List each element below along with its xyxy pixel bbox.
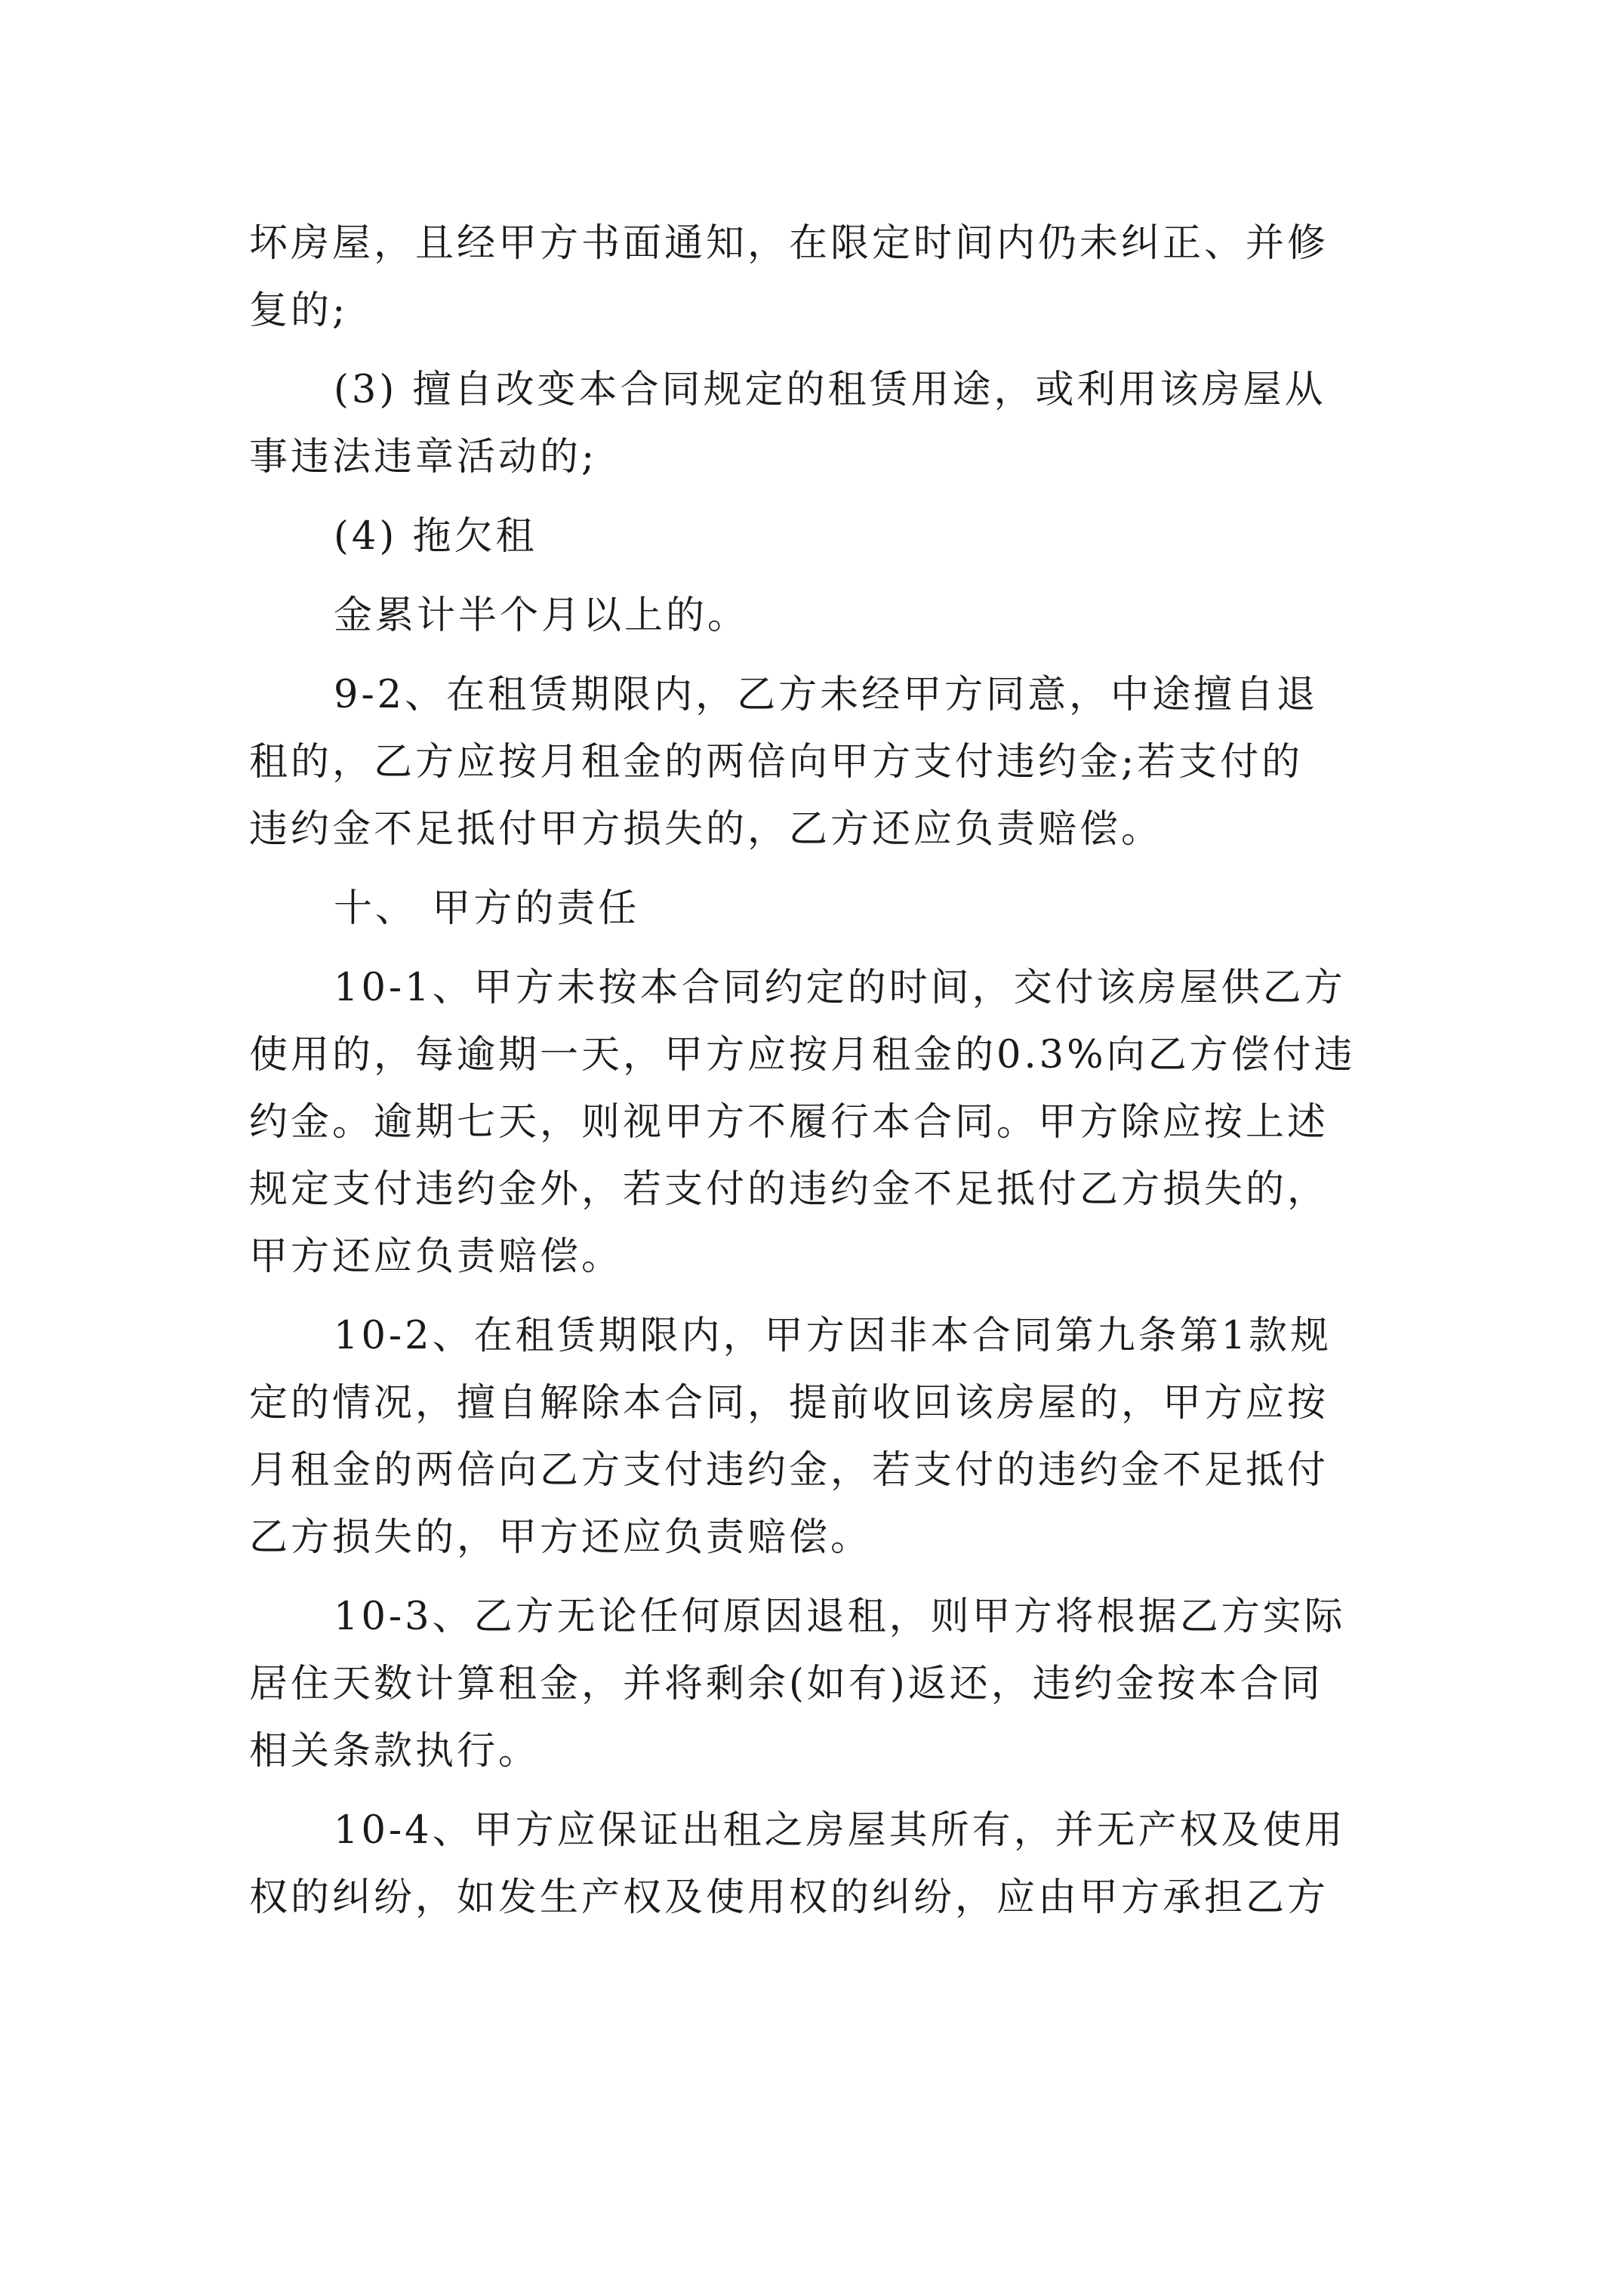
text-line: (4) 拖欠租 [334, 514, 537, 559]
text-line: 居住天数计算租金，并将剩余(如有)返还，违约金按本合同 [249, 1662, 1323, 1706]
text-line: 10-1、甲方未按本合同约定的时间，交付该房屋供乙方 [334, 966, 1346, 1010]
text-line: 乙方损失的，甲方还应负责赔偿。 [249, 1515, 873, 1560]
paragraph-clause-10-2 [249, 1302, 1393, 1571]
text-line: 定的情况，擅自解除本合同，提前收回该房屋的，甲方应按 [249, 1381, 1329, 1425]
section-heading: 十、 甲方的责任 [334, 886, 640, 931]
text-line: 10-2、在租赁期限内，甲方因非本合同第九条第1款规 [334, 1314, 1332, 1358]
paragraph-clause-3 [249, 356, 1393, 491]
text-line: 约金。逾期七天，则视甲方不履行本合同。甲方除应按上述 [249, 1100, 1329, 1145]
text-line: 甲方还应负责赔偿。 [249, 1234, 624, 1279]
text-line: 10-3、乙方无论任何原因退租，则甲方将根据乙方实际 [334, 1595, 1346, 1639]
text-line: 使用的，每逾期一天，甲方应按月租金的0.3%向乙方偿付违 [249, 1033, 1356, 1077]
text-line: (3) 擅自改变本合同规定的租赁用途，或利用该房屋从 [334, 368, 1326, 412]
text-line: 相关条款执行。 [249, 1729, 540, 1774]
text-line: 事违法违章活动的; [249, 435, 598, 479]
paragraph-clause-9-2 [249, 661, 1393, 863]
paragraph-clause-10-1 [249, 954, 1393, 1290]
text-line: 金累计半个月以上的。 [334, 593, 750, 638]
text-line: 9-2、在租赁期限内，乙方未经甲方同意，中途擅自退 [334, 673, 1319, 717]
text-line: 月租金的两倍向乙方支付违约金，若支付的违约金不足抵付 [249, 1448, 1329, 1493]
section-heading-10 [249, 875, 1393, 942]
text-line: 规定支付违约金外，若支付的违约金不足抵付乙方损失的， [249, 1167, 1329, 1212]
text-line: 坏房屋，且经甲方书面通知，在限定时间内仍未纠正、并修 [249, 221, 1329, 266]
text-line: 违约金不足抵付甲方损失的，乙方还应负责赔偿。 [249, 807, 1163, 852]
paragraph-clause-4-continued [249, 582, 1393, 649]
text-line: 租的，乙方应按月租金的两倍向甲方支付违约金;若支付的 [249, 740, 1304, 784]
document-body [249, 210, 1393, 1943]
text-line: 权的纠纷，如发生产权及使用权的纠纷，应由甲方承担乙方 [249, 1875, 1329, 1920]
paragraph-clause-4 [249, 503, 1393, 570]
paragraph-clause-10-4 [249, 1797, 1393, 1931]
text-line: 复的; [249, 288, 349, 333]
text-line: 10-4、甲方应保证出租之房屋其所有，并无产权及使用 [334, 1808, 1346, 1853]
paragraph-clause-10-3 [249, 1583, 1393, 1785]
paragraph-continued-clause [249, 210, 1393, 344]
